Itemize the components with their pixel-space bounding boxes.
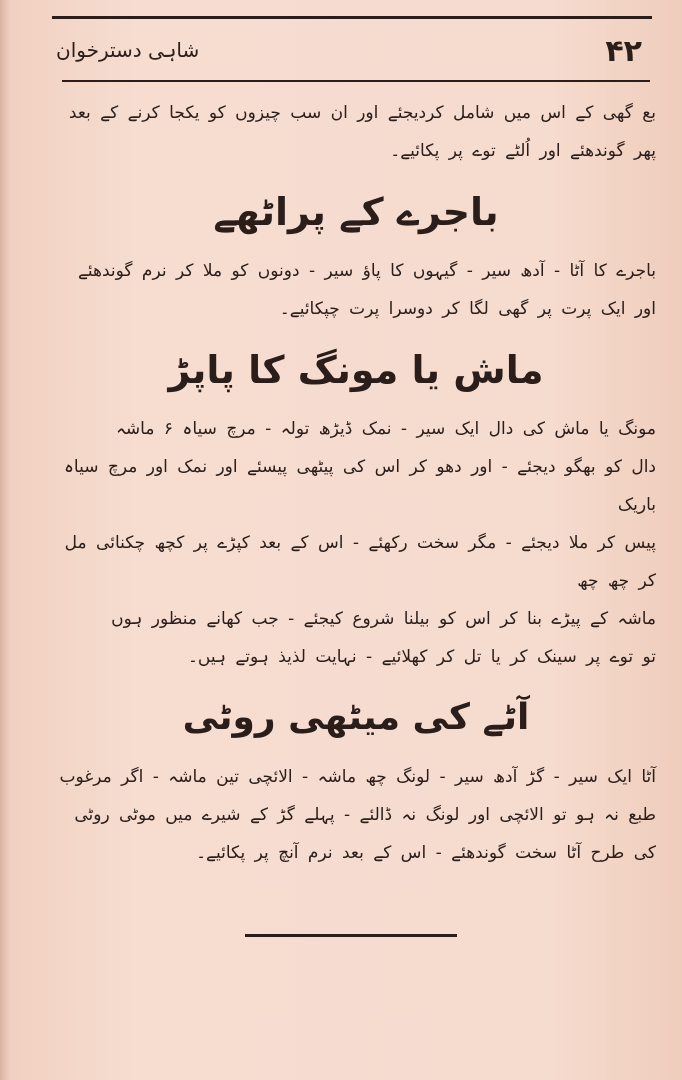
- running-header: [52, 22, 652, 78]
- top-rule: [52, 16, 652, 19]
- paragraph-line: اور ایک پرت پر گھی لگا کر دوسرا پرت چپکائیے۔: [279, 299, 656, 319]
- paragraph-line: آٹا ایک سیر - گڑ آدھ سیر - لونگ چھ ماشہ - الائچی تین ماشہ - اگر مرغوب: [59, 767, 656, 787]
- page-number: ۴۲: [605, 34, 642, 69]
- paragraph-line: تو توے پر سینک کر یا تل کر کھلائیے - نہایت لذیذ ہوتے ہیں۔: [187, 647, 656, 667]
- page-content: [56, 94, 656, 954]
- header-rule: [62, 80, 650, 82]
- paragraph-line: طبع نہ ہو تو الائچی اور لونگ نہ ڈالئے - پہلے گڑ کے شیرے میں موٹی روٹی: [74, 805, 656, 825]
- recipe-heading: آٹے کی میٹھی روٹی: [182, 697, 530, 738]
- paragraph-line: بع گھی کے اس میں شامل کردیجئے اور ان سب چیزوں کو یکجا کرنے کے بعد: [68, 103, 656, 123]
- paragraph-line: پیس کر ملا دیجئے - مگر سخت رکھئے - اس کے بعد کپڑے پر کچھ چکنائی مل کر چھ چھ: [64, 533, 656, 591]
- paragraph-line: دال کو بھگو دیجئے - اور دھو کر اس کی پیٹھی پیسئے اور نمک اور مرچ سیاہ باریک: [63, 457, 656, 515]
- page-spine-shadow: [0, 0, 10, 1080]
- end-rule: [245, 934, 457, 937]
- paragraph-line: مونگ یا ماش کی دال ایک سیر - نمک ڈیڑھ تولہ - مرچ سیاہ ۶ ماشہ: [115, 419, 656, 439]
- paragraph-line: کی طرح آٹا سخت گوندھئے - اس کے بعد نرم آنچ پر پکائیے۔: [196, 843, 656, 863]
- paragraph-line: ماشہ کے پیڑے بنا کر اس کو بیلنا شروع کیجئے - جب کھانے منظور ہوں: [111, 609, 656, 629]
- paragraph-line: پھر گوندھئے اور اُلٹے توے پر پکائیے۔: [390, 141, 656, 161]
- paragraph-line: باجرے کا آٹا - آدھ سیر - گیہوں کا پاؤ سیر - دونوں کو ملا کر نرم گوندھئے: [77, 261, 656, 281]
- recipe-heading: باجرے کے پراٹھے: [213, 190, 499, 234]
- book-title: شاہی دسترخوان: [56, 38, 200, 62]
- recipe-heading: ماش یا مونگ کا پاپڑ: [168, 348, 544, 392]
